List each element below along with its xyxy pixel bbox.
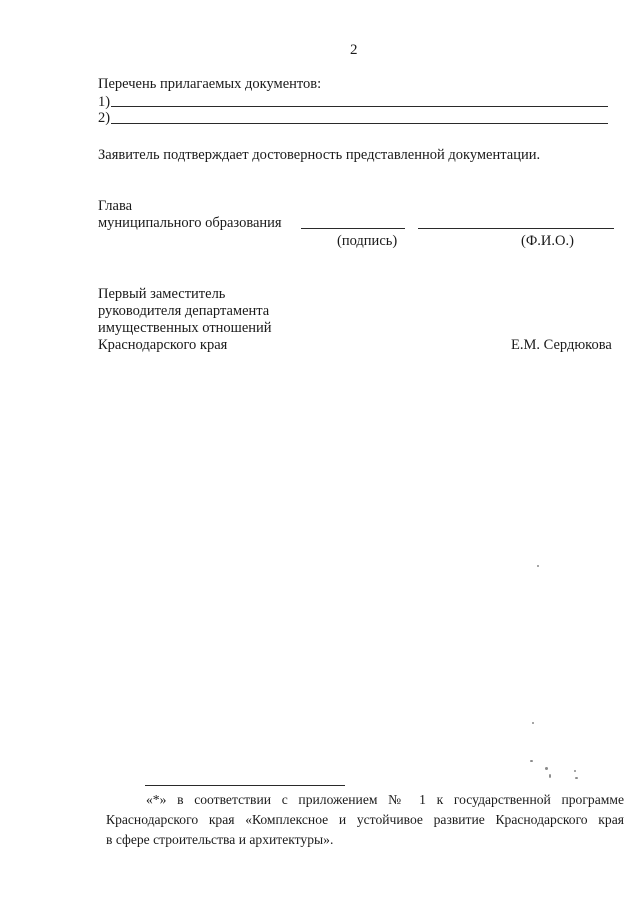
scan-speck [549,774,551,778]
scan-speck [545,767,548,770]
footnote-separator [145,785,345,786]
attachment-line-1 [111,106,608,107]
deputy-title-line: руководителя департамента [98,303,270,319]
attachments-heading: Перечень прилагаемых документов: [98,76,322,92]
attachment-line-2 [111,123,608,124]
head-title-line2: муниципального образования [98,215,282,231]
scan-speck [575,777,578,779]
confirmation-text: Заявитель подтверждает достоверность представленной документации. [98,147,541,163]
deputy-name: Е.М. Сердюкова [511,337,612,353]
footnote-line: «*» в соответствии с приложением № 1 к государственной программе [146,792,624,807]
footnote [106,790,624,850]
deputy-title-line: Краснодарского края [98,337,228,353]
head-title-line1: Глава [98,198,133,214]
signature-line [301,228,405,229]
scan-speck [530,760,533,762]
attachment-item: 2) [98,110,111,126]
scan-speck [574,770,576,772]
page-number: 2 [350,42,358,58]
signature-caption: (подпись) [337,233,398,249]
attachment-item: 1) [98,94,111,110]
name-caption: (Ф.И.О.) [521,233,574,249]
scan-speck [532,722,534,724]
name-line [418,228,614,229]
footnote-line: в сфере строительства и архитектуры». [106,832,334,847]
scan-speck [537,565,539,567]
footnote-line: Краснодарского края «Комплексное и устойчивое развитие Краснодарского края [106,812,624,827]
deputy-title-line: Первый заместитель [98,286,226,302]
deputy-title-line: имущественных отношений [98,320,272,336]
